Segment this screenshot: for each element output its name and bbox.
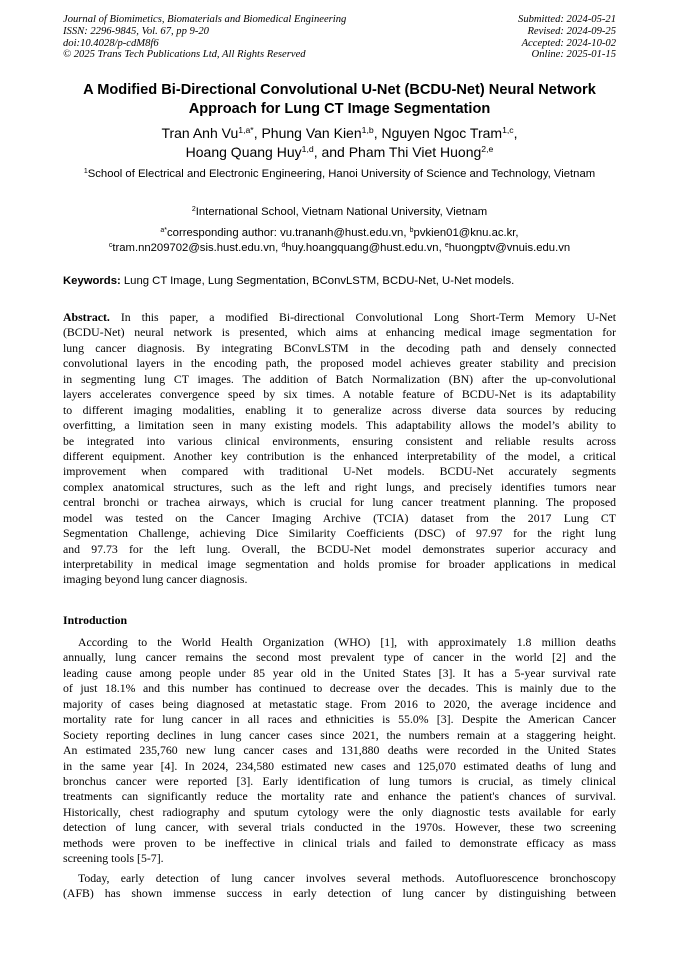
abstract-line: model was tested on the Cancer Imaging Archive (TCIA) dataset from the 2017 Lung CT (63, 510, 616, 525)
abstract-line: lung cancer diagnosis. By integrating BConvLSTM in the decoding path and densely connected (63, 340, 616, 355)
paragraph-line: leading cause among people under 85 year old in the United States [3]. It has a 5-year survival rate (63, 665, 616, 680)
journal-copyright: © 2025 Trans Tech Publications Ltd, All Rights Reserved (63, 49, 306, 61)
paragraph-line: Historically, chest radiography and sputum cytology were the only diagnostic tests available for early (63, 804, 616, 819)
abstract-line: Abstract. In this paper, a modified Bi-directional Convolutional Long Short-Term Memory U-Net (63, 310, 616, 324)
author-name: Hoang Quang Huy (185, 143, 302, 160)
author-name: Nguyen Ngoc Tram (381, 125, 503, 141)
paragraph-line: screening tools [5-7]. (63, 851, 164, 866)
abstract (63, 310, 616, 588)
paragraph-line: majority of cases being diagnosed at metastatic stage. From 2016 to 2020, the average incidence and (63, 696, 616, 711)
author-line-2 (63, 143, 616, 162)
email-text: huongptv@vnuis.edu.vn (448, 242, 571, 255)
author-list (63, 124, 616, 161)
paragraph-line: mortality rate for lung cancer in all races and ethnicities is 55.0% [3]. Despite the American Cancer (63, 712, 616, 727)
email-line-1 (63, 226, 616, 241)
author-affiliation-mark: 2,e (481, 143, 494, 154)
abstract-line: improvement when compared with traditional U-Net models. BCDU-Net accurately segments (63, 464, 616, 479)
email-text: tram.nn209702@sis.hust.edu.vn, (112, 242, 282, 255)
author-line-1: Tran Anh $Vu^{1,a*}$, Phung Van Kien$^{1,b}$, Nguyen Ngoc Tram$^{1,c}$, (161, 125, 518, 141)
email-text: pvkien01@knu.ac.kr, (413, 227, 519, 239)
author-name: Phung Van Kien (261, 125, 362, 141)
abstract-line: be integrated into various clinical environments, ensuring consistent and reliable results across (63, 433, 616, 448)
abstract-line: complex anatomical structures, such as the left and right lungs, and precisely identifies tumors near (63, 479, 616, 494)
paragraph-line: An estimated 235,760 new lung cancer cases and 131,880 deaths were recorded in the United States (63, 743, 616, 758)
date-online: Online: 2025-01-15 (531, 49, 616, 61)
author-affiliation-mark: 1,d (301, 143, 314, 154)
paragraph-line: detection of lung cancer, with several trials conducted in the 1970s. However, these two screening (63, 820, 616, 835)
date-submitted: Submitted: 2024-05-21 (518, 14, 616, 25)
author-affiliation-mark: 1,a* (238, 125, 254, 136)
abstract-line: overfitting, a limitation seen in many existing models. This adaptability allows the model’s ability to (63, 418, 616, 433)
email-text: corresponding author: vu.trananh@hust.edu.vn, (167, 227, 410, 239)
abstract-line: to different imaging modalities, enabling it to generalize across diverse data sources by reducing (63, 402, 616, 417)
abstract-line: different equipment. Another key contribution is the enhanced interpretability of the model, a critical (63, 448, 616, 463)
keywords-text: Lung CT Image, Lung Segmentation, BConvLSTM, BCDU-Net, U-Net models. (120, 275, 515, 287)
date-accepted: Accepted: 2024-10-02 (521, 37, 616, 49)
email-line-2 (63, 241, 616, 256)
paper-title: A Modified Bi-Directional Convolutional U-Net (BCDU-Net) Neural Network Approach for Lung CT Image Segmentation (83, 82, 596, 117)
affiliation-text: School of Electrical and Electronic Engineering, Hanoi University of Science and Technology, Vietnam (87, 168, 596, 180)
abstract-line: and 97.73 for the left lung. Overall, the BCDU-Net model demonstrates superior accuracy and (63, 541, 616, 556)
publication-dates (518, 14, 616, 61)
keywords (63, 274, 616, 289)
paragraph-line: methods were proven to be ineffective in clinical trials and failed to demonstrate efficacy as mass (63, 835, 616, 850)
email-mark: e (444, 242, 449, 250)
introduction-paragraph-2 (63, 871, 616, 902)
paragraph-line: treatments can significantly reduce the mortality rate and enhance the patient's chances of survival. (63, 789, 616, 804)
keywords-label: Keywords: (63, 275, 121, 287)
author-separator: , and (313, 143, 349, 160)
paragraph-line: According to the World Health Organization (WHO) [1], with approximately 1.8 million deaths (78, 635, 616, 649)
date-revised: Revised: 2024-09-25 (527, 25, 616, 37)
abstract-line: imaging beyond lung cancer diagnosis. (63, 572, 248, 587)
paragraph-line: Today, early detection of lung cancer involves several methods. Autofluorescence bronchoscopy (78, 871, 616, 885)
journal-info (63, 14, 346, 61)
affiliation-2 (63, 205, 616, 220)
paragraph-line: annually, lung cancer remains the second most prevalent type of cancer in the world [2] and the (63, 650, 616, 665)
abstract-line: convolutional layers in the encoding path, the proposed model achieves greater stability and precision (63, 356, 616, 371)
paragraph-line: Society reporting declines in lung cancer cases since 2021, the numbers remain at a staggering height. (63, 727, 616, 742)
affiliation-text: International School, Vietnam National University, Vietnam (195, 206, 488, 218)
author-separator: , (253, 125, 262, 141)
journal-name: Journal of Biomimetics, Biomaterials and Biomedical Engineering (63, 14, 347, 25)
abstract-line: interpretability in medical image segmentation and holds promise for broader applications in medical (63, 557, 616, 571)
abstract-line: layers accelerates convergence speed by six times. A notable feature of BCDU-Net is its adaptability (63, 387, 616, 402)
introduction-heading: Introduction (63, 613, 128, 627)
email-text: huy.hoangquang@hust.edu.vn, (285, 242, 445, 255)
affiliation-mark: 1 (83, 168, 88, 176)
introduction-paragraph-1 (63, 635, 616, 867)
email-mark: a* (160, 227, 168, 235)
abstract-line: (BCDU-Net) neural network is presented, which aims at enhancing medical image segmentation for (63, 325, 616, 340)
affiliation-mark: 2 (191, 206, 196, 214)
journal-issn: ISSN: 2296-9845, Vol. 67, pp 9-20 (63, 25, 209, 37)
author-affiliation-mark: 1,b (361, 125, 374, 136)
abstract-line: Segmentation Challenge, achieving Dice Similarity Coefficients (DSC) of 97.97 for the right lung (63, 526, 616, 541)
email-mark: b (409, 227, 414, 235)
author-name: Pham Thi Viet Huong (348, 143, 482, 160)
abstract-label: Abstract. (63, 310, 110, 324)
author-emails (63, 226, 616, 257)
abstract-line: central bronchi or trachea airways, which is crucial for lung cancer treatment planning. The proposed (63, 495, 616, 510)
author-separator: , (373, 125, 378, 141)
journal-doi: doi:10.4028/p-cdM8f6 (63, 37, 159, 49)
paragraph-line: (AFB) has shown immense success in early detection of lung cancer by distinguishing between (63, 886, 616, 901)
abstract-line: in segmenting lung CT images. The addition of Batch Normalization (BN) after the up-convolutional (63, 371, 616, 386)
author-name: Tran Anh Vu (161, 125, 239, 141)
email-mark: d (281, 242, 286, 250)
email-mark: c (108, 242, 113, 250)
journal-header (63, 14, 616, 61)
paragraph-line: of just 18.1% and this number has continued to decrease over the decades. This is mainly due to the (63, 681, 616, 696)
paragraph-line: in the same year [4]. In 2024, 234,580 estimated new cases and 125,070 estimated deaths of lung and (63, 758, 616, 773)
author-affiliation-mark: 1,c (502, 125, 514, 136)
affiliation-1 (63, 167, 616, 182)
paragraph-line: bronchus cancer were reported [3]. Early identification of lung tumors is crucial, as timely clinical (63, 773, 616, 788)
